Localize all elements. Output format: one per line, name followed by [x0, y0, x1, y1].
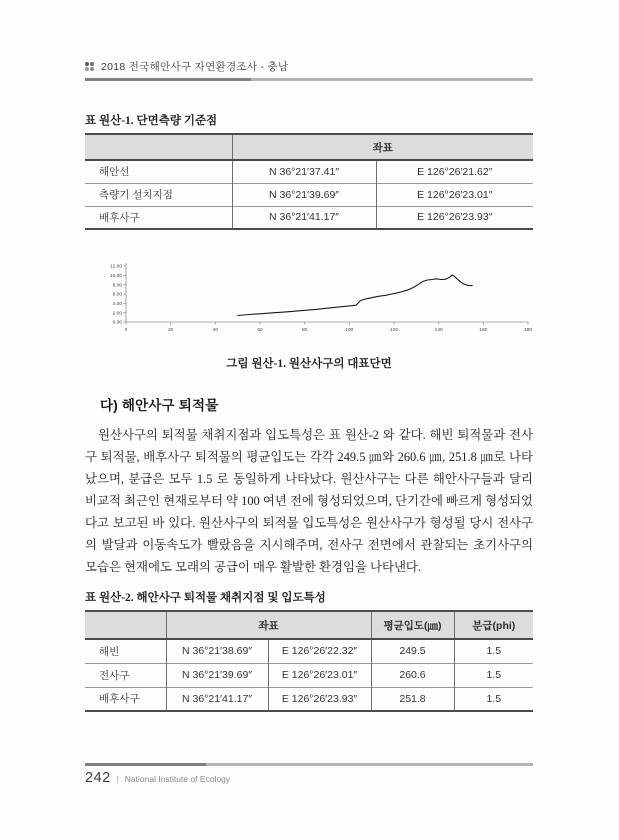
sorting-header-cell: 분급(phi) — [454, 611, 533, 639]
sorting-cell: 1.5 — [454, 639, 533, 663]
table-header-row — [85, 611, 533, 639]
latitude-cell: N 36°21′37.41″ — [232, 160, 376, 183]
table-row — [85, 639, 533, 663]
svg-text:80: 80 — [301, 328, 308, 333]
longitude-cell: E 126°26′23.01″ — [376, 183, 533, 206]
table2-caption: 표 원산-2. 해안사구 퇴적물 채취지점 및 입도특성 — [85, 592, 326, 604]
sorting-cell: 1.5 — [454, 687, 533, 711]
svg-text:8.00: 8.00 — [112, 283, 122, 289]
page-number: 242 — [85, 770, 111, 786]
table-sediment-sampling — [85, 610, 533, 712]
footer — [85, 770, 533, 786]
footer-institute: National Institute of Ecology — [124, 774, 231, 784]
svg-text:4.00: 4.00 — [112, 302, 122, 308]
sorting-cell: 1.5 — [454, 663, 533, 687]
latitude-cell: N 36°21′39.69″ — [232, 183, 376, 206]
empty-header-cell — [85, 611, 166, 639]
grain-size-header-cell: 평균입도(㎛) — [371, 611, 454, 639]
latitude-cell: N 36°21′39.69″ — [166, 663, 268, 687]
svg-text:2.00: 2.00 — [112, 311, 122, 317]
table-row — [85, 160, 533, 183]
row-label: 배후사구 — [85, 206, 232, 229]
longitude-cell: E 126°26′23.93″ — [376, 206, 533, 229]
longitude-cell: E 126°26′23.01″ — [268, 663, 371, 687]
longitude-cell: E 126°26′22.32″ — [268, 639, 371, 663]
section-heading: 다) 해안사구 퇴적물 — [100, 398, 219, 413]
row-label: 해안선 — [85, 160, 232, 183]
grain-size-cell: 260.6 — [371, 663, 454, 687]
coord-header-cell: 좌표 — [166, 611, 371, 639]
table-row — [85, 183, 533, 206]
svg-text:120: 120 — [389, 328, 399, 333]
footer-rule — [85, 763, 533, 766]
running-header — [85, 59, 533, 81]
longitude-cell: E 126°26′23.93″ — [268, 687, 371, 711]
report-title: 2018 전국해안사구 자연환경조사 - 충남 — [101, 61, 289, 73]
row-label: 전사구 — [85, 663, 166, 687]
latitude-cell: N 36°21′41.17″ — [166, 687, 268, 711]
row-label: 해빈 — [85, 639, 166, 663]
row-label: 측량기 설치지점 — [85, 183, 232, 206]
table-survey-reference-points — [85, 133, 533, 230]
svg-text:60: 60 — [257, 328, 263, 333]
table-row — [85, 663, 533, 687]
svg-text:0.00: 0.00 — [112, 320, 122, 326]
body-paragraph: 원산사구의 퇴적물 채취지점과 입도특성은 표 원산-2 와 같다. 해빈 퇴적물과 전사구 퇴적물, 배후사구 퇴적물의 평균입도는 각각 249.5 ㎛와 260.6 ㎛, 251.8 ㎛로 나타났으며, 분급은 모두 1.5 로 동일하게 나타났다. 원산사구는 다른 해안사구들과 달리 비교적 최근인 현재로부터 약 100 여년 전에 형성되었으며, 단기간에 빠르게 형성되었다고 보고된 바 있다. 원산사구의 퇴적물 입도특성은 원산사구가 형성될 당시 전사구의 발달과 이동속도가 빨랐음을 지시해주며, 전사구 전면에서 관찰되는 초기사구의 모습은 현재에도 모래의 공급이 매우 활발한 환경임을 나타낸다. — [85, 428, 533, 574]
coord-header-cell: 좌표 — [232, 134, 533, 160]
latitude-cell: N 36°21′41.17″ — [232, 206, 376, 229]
svg-text:10.00: 10.00 — [109, 274, 122, 280]
table-header-row — [85, 134, 533, 160]
profile-chart — [98, 258, 533, 346]
header-dots-icon — [85, 62, 94, 71]
svg-text:40: 40 — [212, 328, 219, 333]
svg-text:180: 180 — [523, 328, 533, 333]
svg-text:140: 140 — [434, 328, 443, 333]
svg-text:100: 100 — [345, 328, 354, 333]
svg-text:6.00: 6.00 — [112, 292, 122, 298]
empty-header-cell — [85, 134, 232, 160]
svg-text:12.00: 12.00 — [109, 264, 122, 270]
latitude-cell: N 36°21′38.69″ — [166, 639, 268, 663]
table-row — [85, 206, 533, 229]
footer-separator: | — [116, 775, 119, 784]
svg-text:20: 20 — [167, 328, 174, 333]
figure-caption: 그림 원산-1. 원산사구의 대표단면 — [226, 358, 392, 370]
table-row — [85, 687, 533, 711]
row-label: 배후사구 — [85, 687, 166, 711]
table1-caption: 표 원산-1. 단면측량 기준점 — [85, 115, 218, 127]
grain-size-cell: 251.8 — [371, 687, 454, 711]
grain-size-cell: 249.5 — [371, 639, 454, 663]
header-rule — [85, 78, 533, 81]
svg-text:160: 160 — [479, 328, 488, 333]
svg-text:0: 0 — [124, 328, 128, 333]
dune-profile-figure — [98, 258, 533, 346]
longitude-cell: E 126°26′21.62″ — [376, 160, 533, 183]
